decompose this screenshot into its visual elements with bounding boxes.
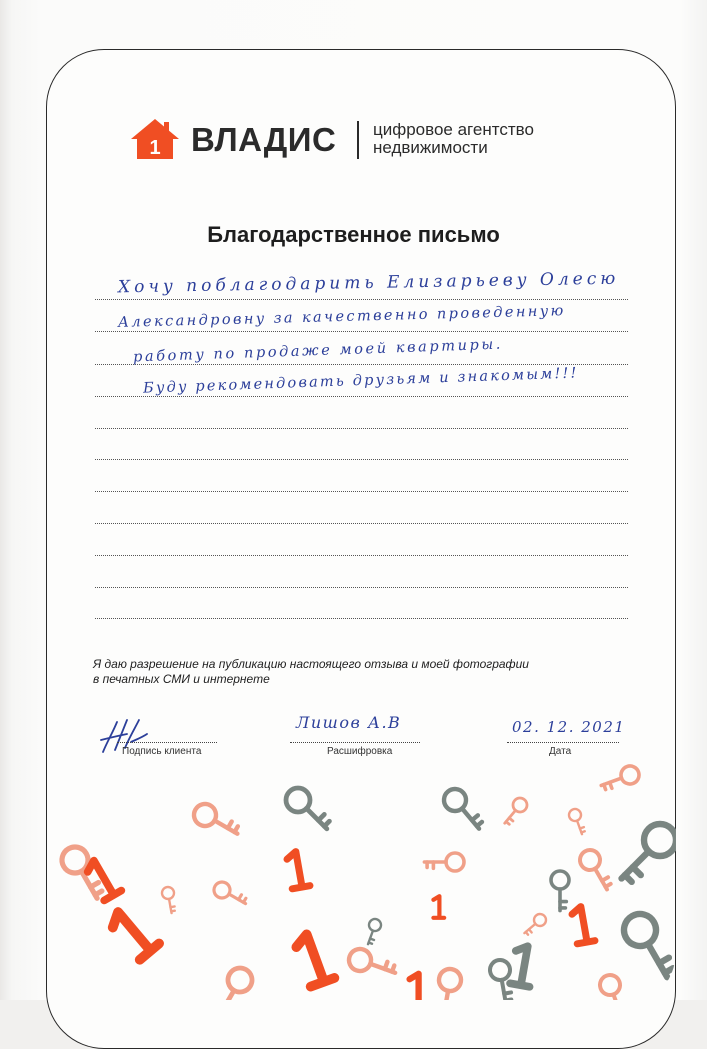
- client-signature-line: [117, 742, 217, 743]
- tagline-line-2: недвижимости: [373, 138, 488, 157]
- handwritten-line-2: Александровну за качественно проведенную: [117, 303, 566, 331]
- brand-name: ВЛАДИС: [191, 121, 337, 158]
- brand-logo: [131, 117, 591, 161]
- date-caption: Дата: [549, 746, 572, 757]
- publication-permission: [93, 657, 529, 686]
- writing-line: [95, 428, 628, 429]
- decoding-value: Лишов А.В: [296, 713, 402, 732]
- writing-line: [95, 364, 628, 365]
- handwritten-line-3: работу по продаже моей квартиры.: [132, 336, 504, 366]
- permission-line-1: Я даю разрешение на публикацию настоящего отзыва и моей фотографии: [93, 657, 529, 671]
- date-value: 02. 12. 2021: [512, 718, 626, 736]
- writing-line: [95, 299, 628, 300]
- handwritten-line-4: Буду рекомендовать друзьям и знакомым!!!: [142, 365, 579, 397]
- writing-line: [95, 555, 628, 556]
- handwritten-line-1: Хочу поблагодарить Елизарьеву Олесю: [117, 268, 620, 298]
- letter-title: Благодарственное письмо: [207, 222, 500, 247]
- brand-tagline: [373, 121, 534, 157]
- writing-line: [95, 331, 628, 332]
- client-signature-caption: Подпись клиента: [122, 746, 202, 757]
- decoding-line: [290, 742, 420, 743]
- tagline-line-1: цифровое агентство: [373, 120, 534, 139]
- decoding-caption: Расшифровка: [327, 746, 393, 757]
- writing-line: [95, 459, 628, 460]
- writing-line: [95, 523, 628, 524]
- writing-line: [95, 491, 628, 492]
- permission-line-2: в печатных СМИ и интернете: [93, 671, 270, 686]
- letter-frame: [46, 49, 676, 1049]
- writing-line: [95, 396, 628, 397]
- date-line: [507, 742, 619, 743]
- logo-divider: [357, 121, 359, 159]
- writing-line: [95, 587, 628, 588]
- house-logo-icon: [131, 119, 179, 159]
- logo-digit: 1: [149, 137, 161, 159]
- writing-line: [95, 618, 628, 619]
